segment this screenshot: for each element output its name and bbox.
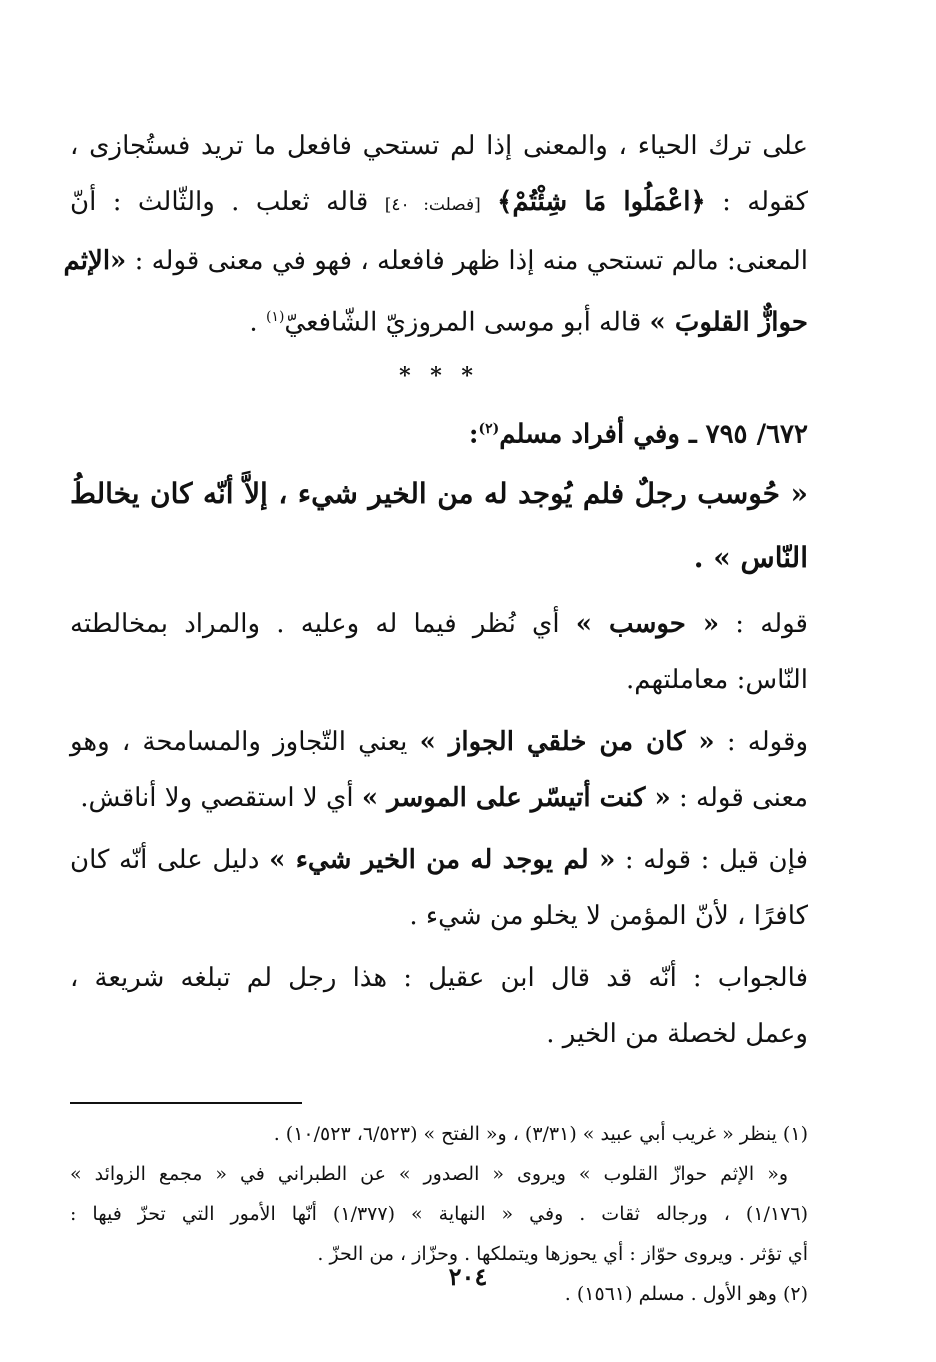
quoted-term: « لم يوجد له من الخير شيء » — [269, 845, 616, 876]
text-line: النّاس » . — [693, 541, 808, 575]
text-line — [63, 233, 808, 289]
text-line — [70, 770, 808, 826]
text-line: النّاس: معاملتهم. — [626, 665, 808, 696]
punctuation: : — [468, 419, 479, 450]
page-number: ٢٠٤ — [448, 1262, 488, 1291]
text-line — [70, 174, 808, 233]
text-line — [70, 401, 808, 463]
footnote-divider — [70, 1102, 302, 1104]
quoted-term: « حوسب » — [575, 609, 720, 640]
hadith-number: ٦٧٢/ ٧٩٥ ـ — [688, 419, 808, 450]
explanation-paragraph — [70, 832, 808, 944]
quran-reference: [فصلت: ٤٠] — [384, 195, 481, 215]
hadith-heading — [70, 401, 808, 463]
hadith-text — [70, 462, 808, 590]
text-line: كافرًا ، لأنّ المؤمن لا يخلو من شيء . — [409, 901, 808, 932]
text-segment: قوله : — [735, 609, 808, 640]
quoted-term: « كان من خلقي الجواز » — [419, 727, 715, 758]
opening-paragraph — [63, 118, 809, 351]
text-line: فالجواب : أنّه قد قال ابن عقيل : هذا رجل لم تبلغه شريعة ، — [70, 963, 808, 994]
text-line — [70, 289, 808, 351]
text-line: « حُوسب رجلٌ فلم يُوجد له من الخير شيء ، إلاَّ أنّه كان يخالطُ — [70, 477, 808, 511]
text-segment: دليل على أنّه كان — [70, 845, 260, 876]
text-segment: قاله ثعلب . والثّالث : أنّ — [70, 187, 369, 217]
footnote-line: (٢) وهو الأول . مسلم (١٥٦١) . — [564, 1283, 808, 1306]
footnote-line: أي تؤثر . ويروى حوّاز : أي يحوزها ويتملكها . وحزّاز ، من الحزّ . — [317, 1243, 808, 1266]
footnote-line: (١) ينظر « غريب أبي عبيد » (٣/٣١) ، و« الفتح » (٦/٥٢٣، ١٠/٥٢٣) . — [273, 1123, 808, 1146]
footnote-line: (١/١٧٦) ، ورجاله ثقات . وفي « النهاية » (١/٣٧٧) أنّها الأمور التي تحزّ فيها : — [70, 1203, 808, 1226]
section-separator: * * * — [399, 362, 479, 389]
text-segment: المعنى: مالم تستحي منه إذا ظهر فافعله ، فهو في معنى قوله : — [134, 246, 808, 276]
explanation-paragraph — [70, 596, 808, 708]
text-segment: أي نُظر فيما له وعليه . والمراد بمخالطته — [70, 609, 560, 640]
footnote-marker: (١) — [265, 309, 285, 325]
quran-quote: ﴿اعْمَلُوا مَا شِئْتُمْ﴾ — [497, 187, 706, 217]
hadith-quote: «الإثم — [63, 246, 127, 276]
text-segment: وقوله : — [726, 727, 809, 758]
quoted-term: « كنت أتيسّر على الموسر » — [361, 783, 671, 814]
punctuation: . — [249, 307, 258, 338]
text-line: على ترك الحياء ، والمعنى إذا لم تستحي فافعل ما تريد فستُجازى ، — [70, 131, 808, 161]
text-line — [70, 596, 808, 652]
text-line — [70, 832, 808, 888]
footnote-marker: (٢) — [478, 420, 500, 437]
page-content — [63, 118, 809, 1314]
explanation-paragraph — [70, 714, 808, 826]
text-line: وعمل لخصلة من الخير . — [546, 1019, 808, 1050]
text-segment: قاله أبو موسى المروزيّ الشّافعيّ — [284, 307, 642, 338]
text-segment: يعني التّجاوز والمسامحة ، وهو — [70, 727, 408, 758]
text-line — [70, 714, 808, 770]
hadith-source: وفي أفراد مسلم — [499, 419, 680, 450]
hadith-quote: حوازٌّ القلوبَ » — [649, 307, 808, 338]
text-segment: فإن قيل : قوله : — [624, 845, 808, 876]
footnote-line: و« الإثم حوازّ القلوب » ويروى « الصدور » عن الطبراني في « مجمع الزوائد » — [70, 1163, 788, 1186]
explanation-paragraph — [70, 950, 808, 1062]
quote-intro: كقوله : — [722, 187, 809, 217]
text-segment: معنى قوله : — [679, 783, 808, 814]
text-segment: أي لا استقصي ولا أناقش. — [80, 783, 354, 814]
